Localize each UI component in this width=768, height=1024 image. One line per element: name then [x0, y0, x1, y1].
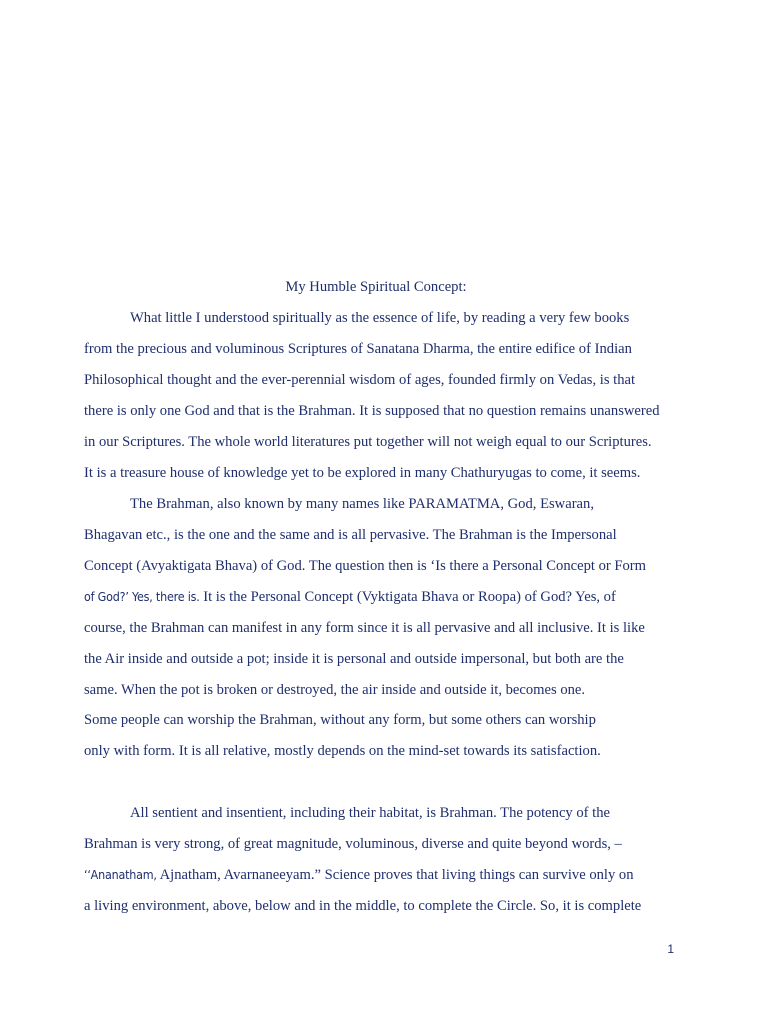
paragraph-line: same. When the pot is broken or destroyed, the air inside and outside it, becomes one. — [84, 682, 586, 698]
paragraph-line: Some people can worship the Brahman, without any form, but some others can worship — [84, 712, 596, 728]
paragraph-line — [84, 588, 616, 606]
paragraph-line: Concept (Avyaktigata Bhava) of God. The question then is ‘Is there a Personal Concept or Form — [84, 558, 646, 574]
paragraph-line: What little I understood spiritually as the essence of life, by reading a very few books — [130, 310, 630, 326]
page-title: My Humble Spiritual Concept: — [285, 279, 467, 295]
paragraph-line: in our Scriptures. The whole world literatures put together will not weigh equal to our Scriptures. — [84, 434, 652, 450]
paragraph-line: a living environment, above, below and in the middle, to complete the Circle. So, it is complete — [84, 898, 642, 914]
paragraph-line: Brahman is very strong, of great magnitude, voluminous, diverse and quite beyond words, – — [84, 836, 622, 852]
page-number: 1 — [667, 942, 674, 956]
paragraph-line-segment: It is the Personal Concept (Vyktigata Bhava or Roopa) of God? Yes, of — [199, 589, 616, 605]
paragraph-line: It is a treasure house of knowledge yet to be explored in many Chathuryugas to come, it seems. — [84, 465, 641, 481]
paragraph-line: the Air inside and outside a pot; inside it is personal and outside impersonal, but both are the — [84, 651, 624, 667]
paragraph-line-segment: ‘‘Ananatham, — [84, 867, 157, 882]
paragraph-line: All sentient and insentient, including their habitat, is Brahman. The potency of the — [130, 805, 610, 821]
paragraph-line: from the precious and voluminous Scriptures of Sanatana Dharma, the entire edifice of Indian — [84, 341, 632, 357]
paragraph-line: only with form. It is all relative, mostly depends on the mind-set towards its satisfaction. — [84, 743, 601, 759]
paragraph-line-segment: of God?’ Yes, there is. — [84, 589, 200, 604]
paragraph-line: there is only one God and that is the Brahman. It is supposed that no question remains unanswered — [84, 403, 660, 419]
paragraph-line: Bhagavan etc., is the one and the same and is all pervasive. The Brahman is the Impersonal — [84, 527, 617, 543]
paragraph-line: Philosophical thought and the ever-perennial wisdom of ages, founded firmly on Vedas, is that — [84, 372, 636, 388]
paragraph-line-segment: Ajnatham, Avarnaneeyam.” Science proves that living things can survive only on — [156, 867, 634, 883]
paragraph-line: The Brahman, also known by many names like PARAMATMA, God, Eswaran, — [130, 496, 594, 512]
paragraph-line: course, the Brahman can manifest in any form since it is all pervasive and all inclusive. It is like — [84, 620, 645, 636]
paragraph-line — [84, 866, 634, 884]
